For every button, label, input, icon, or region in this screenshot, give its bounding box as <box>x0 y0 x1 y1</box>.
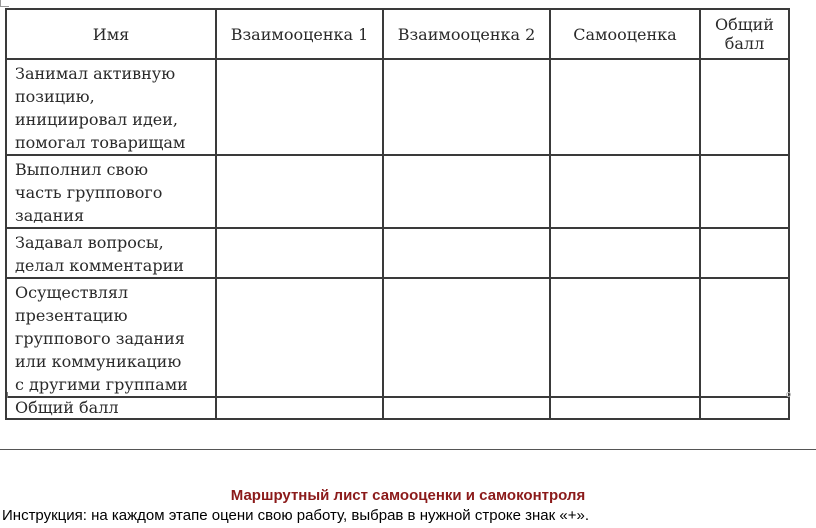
score-cell[interactable] <box>216 59 383 155</box>
score-cell[interactable] <box>550 278 700 397</box>
table-row <box>6 278 789 397</box>
table-row <box>6 228 789 278</box>
score-cell[interactable] <box>383 228 550 278</box>
score-cell[interactable] <box>383 155 550 228</box>
table-corner-dot <box>786 392 791 397</box>
evaluation-table-container <box>5 8 788 417</box>
score-cell[interactable] <box>700 278 789 397</box>
table-row-total <box>6 397 789 419</box>
score-cell[interactable] <box>700 397 789 419</box>
criterion-line: Задавал вопросы, <box>15 233 164 252</box>
criterion-line: делал комментарии <box>15 256 184 275</box>
score-cell[interactable] <box>383 397 550 419</box>
header-total-score <box>700 9 789 59</box>
score-cell[interactable] <box>700 59 789 155</box>
corner-crop-mark <box>0 0 9 7</box>
score-cell[interactable] <box>550 59 700 155</box>
table-header-row <box>6 9 789 59</box>
score-cell[interactable] <box>216 155 383 228</box>
criterion-line: с другими группами <box>15 375 188 394</box>
page-divider <box>0 449 816 450</box>
evaluation-table <box>5 8 790 420</box>
header-self-eval: Самооценка <box>550 9 700 59</box>
criterion-line: Общий балл <box>15 398 119 417</box>
criterion-line: задания <box>15 206 85 225</box>
document-title: Маршрутный лист самооценки и самоконтроля <box>230 487 586 504</box>
score-cell[interactable] <box>700 155 789 228</box>
criterion-line: группового задания <box>15 329 185 348</box>
criterion-line: презентацию <box>15 306 128 325</box>
criterion-line: часть группового <box>15 183 163 202</box>
criterion-line: или коммуникацию <box>15 352 182 371</box>
document-instruction: Инструкция: на каждом этапе оцени свою работу, выбрав в нужной строке знак «+». <box>2 507 589 524</box>
header-peer-eval-2: Взаимооценка 2 <box>383 9 550 59</box>
score-cell[interactable] <box>550 228 700 278</box>
table-row <box>6 155 789 228</box>
score-cell[interactable] <box>383 278 550 397</box>
criterion-line: инициировал идеи, <box>15 110 179 129</box>
score-cell[interactable] <box>216 397 383 419</box>
criterion-cell <box>6 228 216 278</box>
header-total-score-label: Общий балл <box>715 15 774 53</box>
header-peer-eval-1: Взаимооценка 1 <box>216 9 383 59</box>
criterion-cell <box>6 278 216 397</box>
criterion-line: помогал товарищам <box>15 133 186 152</box>
criterion-line: Выполнил свою <box>15 160 149 179</box>
table-row <box>6 59 789 155</box>
score-cell[interactable] <box>700 228 789 278</box>
criterion-cell <box>6 155 216 228</box>
criterion-line: позицию, <box>15 87 95 106</box>
criterion-line: Осуществлял <box>15 283 129 302</box>
score-cell[interactable] <box>383 59 550 155</box>
score-cell[interactable] <box>550 155 700 228</box>
criterion-cell <box>6 59 216 155</box>
score-cell[interactable] <box>550 397 700 419</box>
criterion-cell <box>6 397 216 419</box>
score-cell[interactable] <box>216 278 383 397</box>
criterion-line: Занимал активную <box>15 64 176 83</box>
header-name: Имя <box>6 9 216 59</box>
table-bottom-tick <box>7 392 8 398</box>
score-cell[interactable] <box>216 228 383 278</box>
